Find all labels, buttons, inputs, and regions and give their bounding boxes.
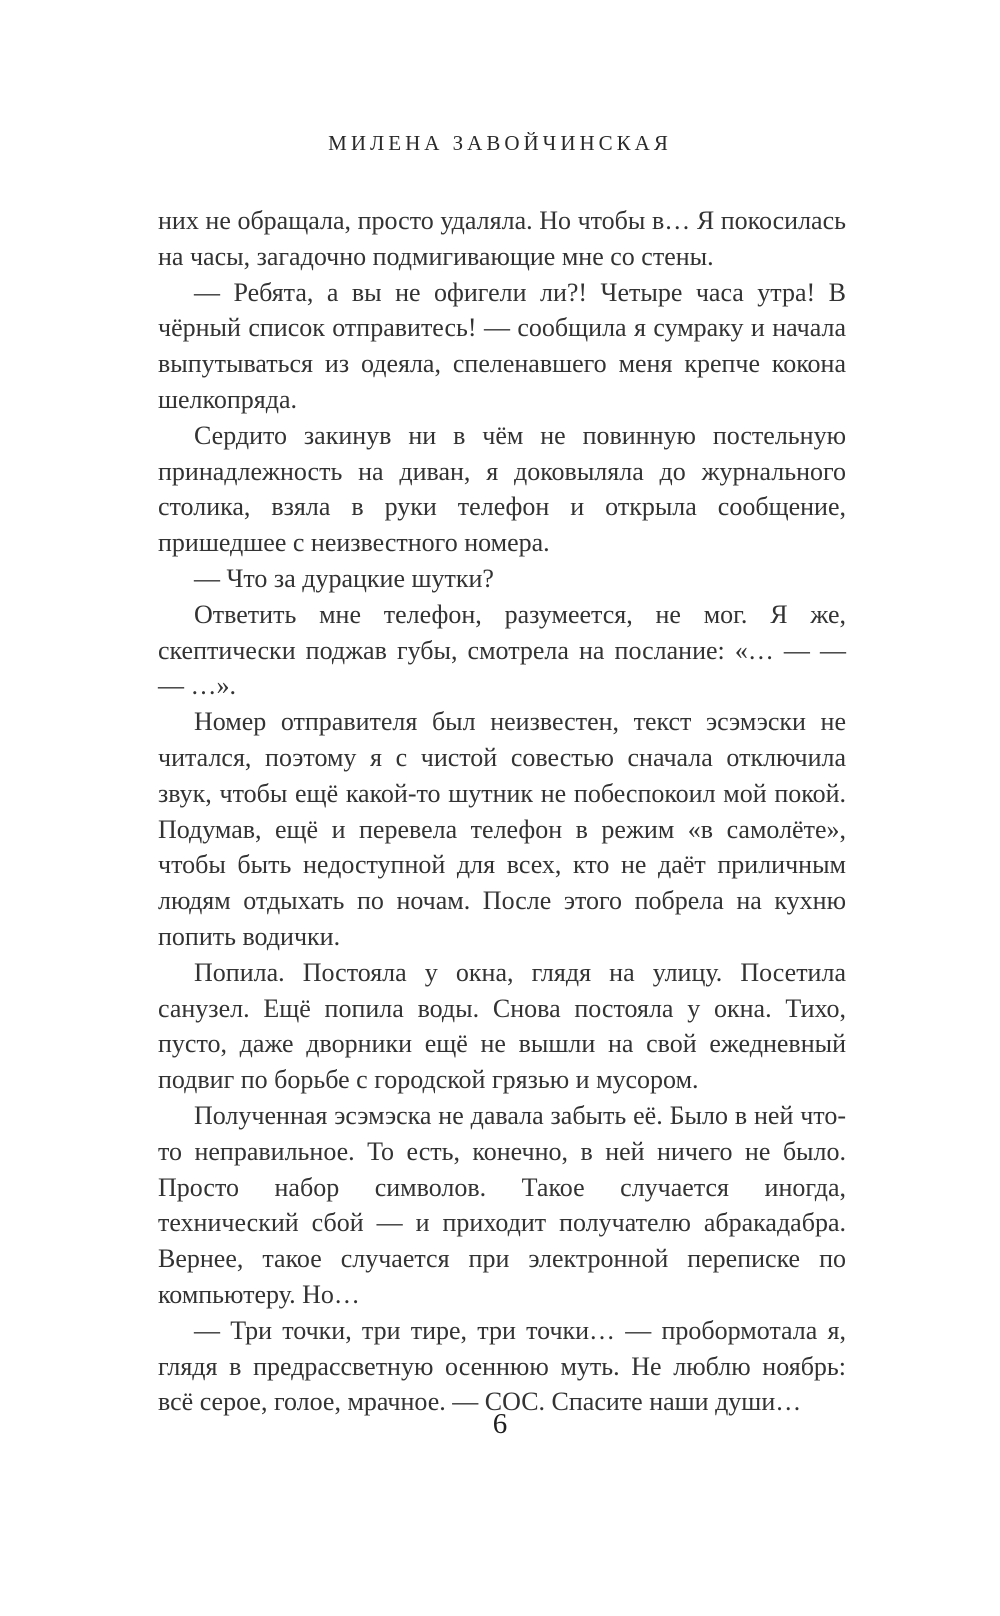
page-number: 6: [492, 1408, 508, 1440]
paragraph-5: Ответить мне телефон, разумеется, не мог. Я же, скептически поджав губы, смотрела на послание: «… — — — …».: [158, 599, 846, 701]
paragraph-3: Сердито закинув ни в чём не повинную постельную принадлежность на диван, я доковыляла до журнального столика, взяла в руки телефон и открыла сообщение, пришедшее с неизвестного номера.: [158, 420, 846, 558]
body-text: [158, 203, 846, 1420]
paragraph-2: — Ребята, а вы не офигели ли?! Четыре часа утра! В чёрный список отправитесь! — сообщила я сумраку и начала выпутываться из одеяла, спеленавшего меня крепче кокона шелкопряда.: [158, 277, 846, 414]
running-head: МИЛЕНА ЗАВОЙЧИНСКАЯ: [328, 131, 672, 155]
paragraph-8: Полученная эсэмэска не давала забыть её. Было в ней что-то неправильное. То есть, конечно, в ней ничего не было. Просто набор символов. Такое случается иногда, технический сбой — и приходит получателю абракадабра. Вернее, такое случается при электронной переписке по компьютеру. Но…: [158, 1100, 846, 1309]
paragraph-1: них не обращала, просто удаляла. Но чтобы в… Я покосилась на часы, загадочно подмигивающие мне со стены.: [158, 206, 846, 271]
paragraph-4: — Что за дурацкие шутки?: [194, 563, 494, 593]
paragraph-9: — Три точки, три тире, три точки… — пробормотала я, глядя в предрассветную осеннюю муть. Не люблю ноябрь: всё серое, голое, мрачное. — СОС. Спасите наши души…: [158, 1315, 846, 1417]
paragraph-6: Номер отправителя был неизвестен, текст эсэмэски не читался, поэтому я с чистой совестью сначала отключила звук, чтобы ещё какой-то шутник не побеспокоил мой покой. Подумав, ещё и перевела телефон в режим «в самолёте», чтобы быть недоступной для всех, кто не даёт приличным людям отдыхать по ночам. После этого побрела на кухню попить водички.: [158, 707, 846, 951]
paragraph-7: Попила. Постояла у окна, глядя на улицу. Посетила санузел. Ещё попила воды. Снова постояла у окна. Тихо, пусто, даже дворники ещё не вышли на свой ежедневный подвиг по борьбе с городской грязью и мусором.: [158, 957, 846, 1095]
